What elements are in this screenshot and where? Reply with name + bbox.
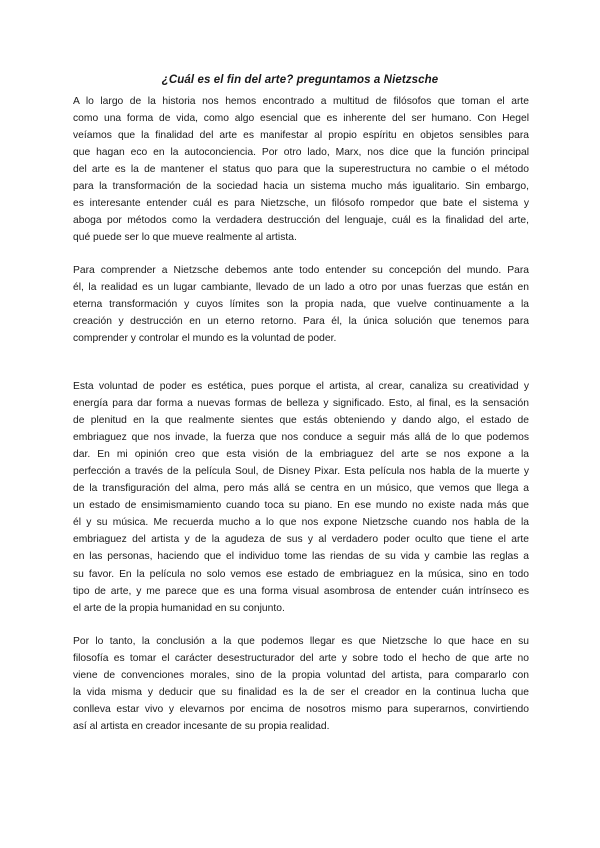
text-line: Por lo tanto, la conclusión a la que podemos llegar es que Nietzsche lo que hace en su xyxy=(73,636,529,647)
text-line: del arte es la de mantener el status quo para que la superestructura no cambie o el método xyxy=(73,164,529,176)
text-line: viene de convenciones morales, sino de la propia voluntad del artista, para compararlo con xyxy=(73,670,529,682)
text-line: para la transformación de la sociedad hacia un sistema mucho más igualitario. Sin embargo, xyxy=(73,181,529,193)
text-line: qué puede ser lo que mueve realmente al artista. xyxy=(73,232,297,244)
text-line: como una forma de vida, como algo esencial que es inherente del ser humano. Con Hegel xyxy=(73,113,529,125)
text-line: eterna transformación y cuyos límites son la propia nada, que vuelve continuamente a la xyxy=(73,299,529,311)
text-line: de la transfiguración del alma, pero más allá se centra en un músico, que vemos que llega a xyxy=(73,483,529,495)
text-line: de plenitud en la que realmente sientes que estás obteniendo y dando algo, el estado de xyxy=(73,415,529,427)
text-line: embriaguez que nos invade, la fuerza que nos conduce a seguir más allá de lo que podemos xyxy=(73,432,529,444)
text-line: su favor. En la película no solo vemos ese estado de embriaguez en la música, sino en todo xyxy=(73,568,529,580)
text-line: veíamos que la finalidad del arte es manifestar al propio espíritu en objetos sensibles para xyxy=(73,130,529,142)
text-line: la vida misma y deducir que su finalidad es la de ser el creador en la continua lucha que xyxy=(73,687,529,699)
text-line: conlleva estar vivo y elevarnos por encima de nosotros mismo para superarnos, convirtiendo xyxy=(73,704,529,716)
text-line: embriaguez del artista y de la agudeza de sus y al verdadero poder oculto que tiene el arte xyxy=(73,534,529,546)
text-line: creación y destrucción en un eterno retorno. Para él, la única solución que tenemos para xyxy=(73,316,529,328)
text-line: tipo de arte, y me parece que es una forma visual asombrosa de entender cuán intrínseco es xyxy=(73,585,529,597)
text-line: él, la realidad es un lugar cambiante, llevado de un lado a otro por unas fuerzas que están en xyxy=(73,282,529,294)
paragraph-4 xyxy=(73,633,529,735)
text-line: así al artista en creador incesante de su propia realidad. xyxy=(73,721,330,733)
text-line: filosofía es tomar el carácter desestructurador del arte y sobre todo el hecho de que arte no xyxy=(73,653,529,665)
paragraph-1 xyxy=(73,93,529,246)
text-line: perfección a través de la película Soul, de Disney Pixar. Esta película nos habla de la muerte y xyxy=(73,466,529,478)
paragraph-2 xyxy=(73,262,529,347)
paragraph-3 xyxy=(73,378,529,617)
text-line: aboga por métodos como la verdadera destrucción del lenguaje, cuál es la finalidad del arte, xyxy=(73,215,529,227)
text-line: él y su música. Me recuerda mucho a lo que nos expone Nietzsche cuando nos habla de la xyxy=(73,517,529,529)
document-title: ¿Cuál es el fin del arte? preguntamos a Nietzsche xyxy=(161,74,439,86)
text-line: Para comprender a Nietzsche debemos ante todo entender su concepción del mundo. Para xyxy=(73,265,529,276)
text-line: un estado de ensimismamiento cuando toca su piano. En ese mundo no existe nada más que xyxy=(73,500,529,512)
text-line: energía para dar forma a nuevas formas de belleza y significado. Esto, al final, es la sensación xyxy=(73,398,529,410)
text-line: es interesante entender cuál es para Nietzsche, un filósofo rompedor que bate el sistema y xyxy=(73,198,529,210)
text-line: A lo largo de la historia nos hemos encontrado a multitud de filósofos que toman el arte xyxy=(73,96,529,107)
text-line: el arte de la propia humanidad en su conjunto. xyxy=(73,602,285,614)
text-line: que hagan eco en la autoconciencia. Por otro lado, Marx, nos dice que la función principal xyxy=(73,147,529,159)
text-line: Esta voluntad de poder es estética, pues porque el artista, al crear, canaliza su creatividad y xyxy=(73,381,529,392)
text-line: comprender y controlar el mundo es la voluntad de poder. xyxy=(73,333,337,345)
text-line: dar. En mi opinión creo que esta visión de la embriaguez del arte se nos expone a la xyxy=(73,449,529,461)
text-line: en las personas, haciendo que el individuo tome las riendas de su vida y cambie las reglas a xyxy=(73,551,529,563)
